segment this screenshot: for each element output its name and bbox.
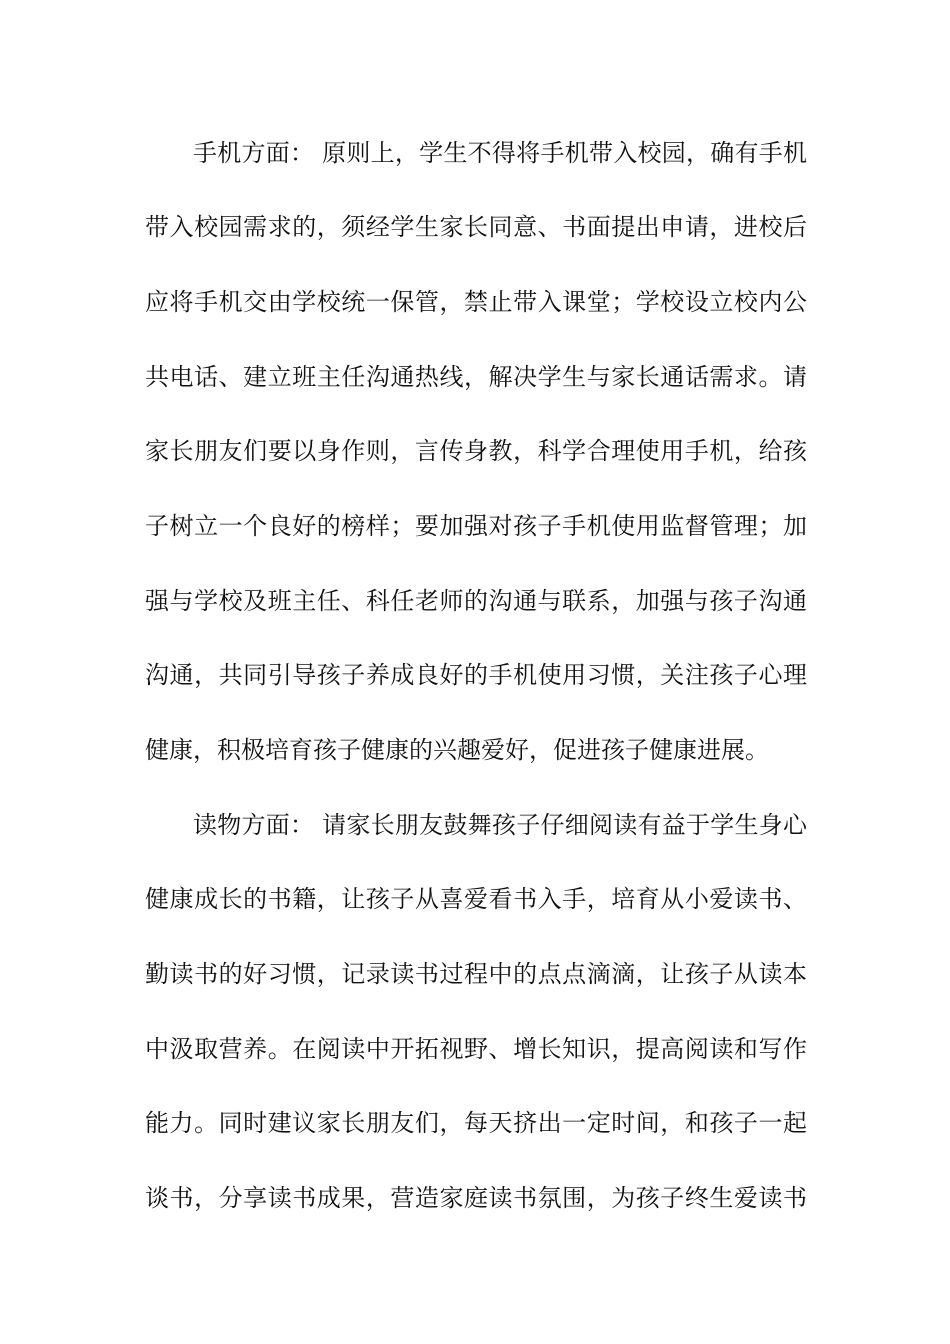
text-line: 勤读书的好习惯，记录读书过程中的点点滴滴，让孩子从读本	[145, 960, 807, 988]
text-line: 子树立一个良好的榜样；要加强对孩子手机使用监督管理；加	[145, 512, 807, 540]
text-line: 家长朋友们要以身作则，言传身教，科学合理使用手机，给孩	[145, 437, 807, 465]
text-line: 共电话、建立班主任沟通热线，解决学生与家长通话需求。请	[145, 363, 807, 391]
text-line: 谈书，分享读书成果，营造家庭读书氛围，为孩子终生爱读书	[145, 1184, 807, 1212]
text-line: 沟通，共同引导孩子养成良好的手机使用习惯，关注孩子心理	[145, 661, 807, 689]
text-line: 强与学校及班主任、科任老师的沟通与联系，加强与孩子沟通	[145, 587, 807, 615]
text-line: 中汲取营养。在阅读中开拓视野、增长知识，提高阅读和写作	[145, 1035, 807, 1063]
text-line: 应将手机交由学校统一保管，禁止带入课堂；学校设立校内公	[145, 288, 807, 316]
text-line: 读物方面： 请家长朋友鼓舞孩子仔细阅读有益于学生身心	[193, 811, 807, 839]
text-line: 健康成长的书籍，让孩子从喜爱看书入手，培育从小爱读书、	[145, 885, 807, 913]
text-line: 能力。同时建议家长朋友们，每天挤出一定时间，和孩子一起	[145, 1109, 807, 1137]
text-line: 带入校园需求的，须经学生家长同意、书面提出申请，进校后	[145, 213, 807, 241]
text-line: 手机方面： 原则上，学生不得将手机带入校园，确有手机	[193, 139, 807, 167]
text-line: 健康，积极培育孩子健康的兴趣爱好，促进孩子健康进展。	[145, 736, 769, 764]
